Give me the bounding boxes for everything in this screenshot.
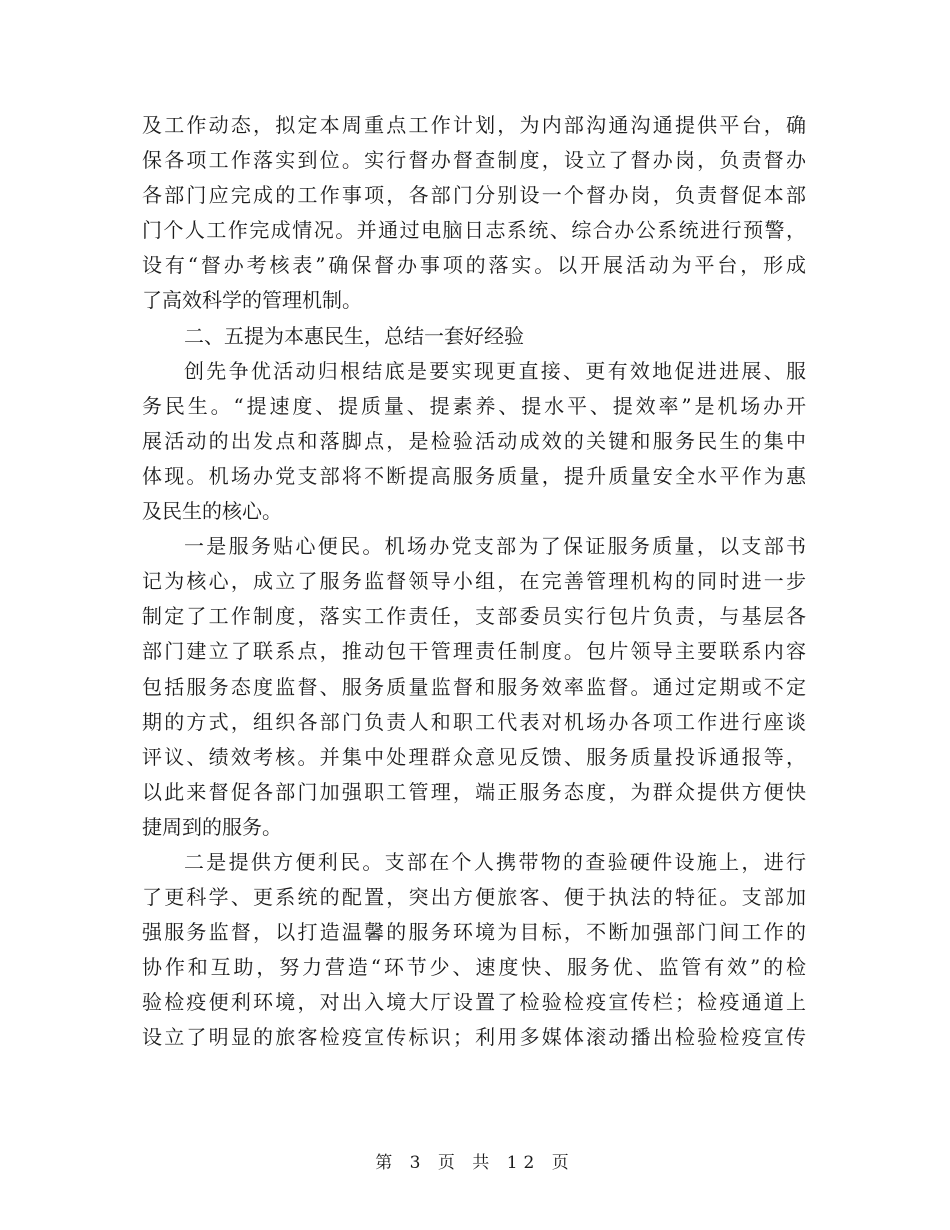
text-line: 评议、绩效考核。并集中处理群众意见反馈、服务质量投诉通报等， [142, 744, 806, 769]
page-footer: 第 3 页 共 12 页 [375, 1153, 575, 1173]
text-line: 保各项工作落实到位。实行督办督查制度，设立了督办岗，负责督办 [142, 148, 806, 173]
text-line: 及工作动态，拟定本周重点工作计划，为内部沟通沟通提供平台，确 [142, 113, 806, 137]
text-line: 设有“督办考核表”确保督办事项的落实。以开展活动为平台，形成 [142, 253, 806, 278]
text-line: 记为核心，成立了服务监督领导小组，在完善管理机构的同时进一步 [142, 569, 806, 594]
text-line: 一是服务贴心便民。机场办党支部为了保证服务质量，以支部书 [184, 534, 806, 559]
text-line: 验检疫便利环境，对出入境大厅设置了检验检疫宣传栏；检疫通道上 [142, 990, 806, 1015]
text-line: 二、五提为本惠民生，总结一套好经验 [184, 323, 524, 348]
text-line: 强服务监督，以打造温馨的服务环境为目标，不断加强部门间工作的 [142, 920, 806, 945]
text-line: 期的方式，组织各部门负责人和职工代表对机场办各项工作进行座谈 [142, 709, 806, 734]
text-line: 创先争优活动归根结底是要实现更直接、更有效地促进进展、服 [184, 358, 806, 383]
text-line: 务民生。“提速度、提质量、提素养、提水平、提效率”是机场办开 [142, 393, 806, 418]
text-line: 了更科学、更系统的配置，突出方便旅客、便于执法的特征。支部加 [142, 885, 806, 910]
text-line: 包括服务态度监督、服务质量监督和服务效率监督。通过定期或不定 [142, 674, 806, 699]
text-line: 设立了明显的旅客检疫宣传标识；利用多媒体滚动播出检验检疫宣传 [142, 1025, 806, 1050]
text-line: 捷周到的服务。 [142, 814, 282, 839]
document-body [142, 108, 806, 1056]
text-line: 体现。机场办党支部将不断提高服务质量，提升质量安全水平作为惠 [142, 463, 806, 488]
text-line: 及民生的核心。 [142, 499, 282, 524]
text-line: 门个人工作完成情况。并通过电脑日志系统、综合办公系统进行预警， [142, 218, 806, 243]
text-line: 了高效科学的管理机制。 [142, 288, 362, 313]
text-line: 以此来督促各部门加强职工管理，端正服务态度，为群众提供方便快 [142, 779, 806, 804]
text-line: 二是提供方便利民。支部在个人携带物的查验硬件设施上，进行 [184, 849, 806, 874]
text-line: 各部门应完成的工作事项，各部门分别设一个督办岗，负责督促本部 [142, 183, 806, 208]
text-line: 展活动的出发点和落脚点，是检验活动成效的关键和服务民生的集中 [142, 428, 806, 453]
text-line: 协作和互助，努力营造“环节少、速度快、服务优、监管有效”的检 [142, 955, 806, 980]
text-line: 部门建立了联系点，推动包干管理责任制度。包片领导主要联系内容 [142, 639, 806, 664]
text-line: 制定了工作制度，落实工作责任，支部委员实行包片负责，与基层各 [142, 604, 806, 629]
